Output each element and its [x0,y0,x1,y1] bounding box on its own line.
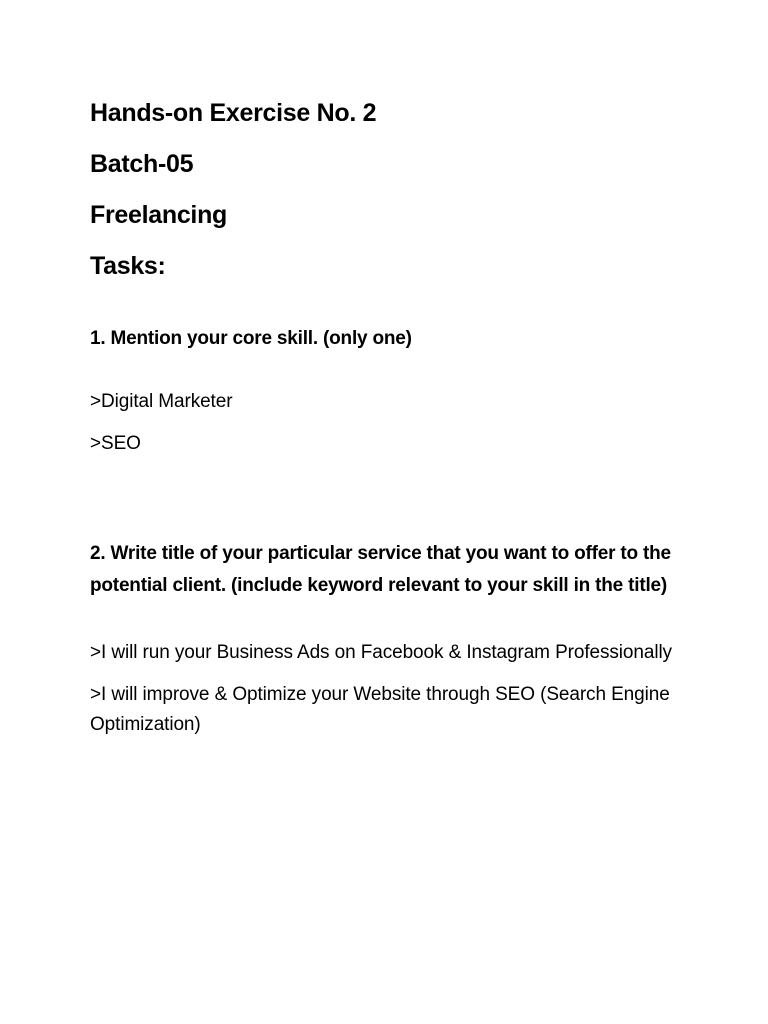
task-answer: >I will improve & Optimize your Website through SEO (Search Engine Optimization) [90,684,670,735]
task-answer: >Digital Marketer [90,391,233,412]
task-1 [90,323,700,459]
document-title: Hands-on Exercise No. 2 [90,99,377,127]
task-question: 1. Mention your core skill. (only one) [90,328,412,349]
task-answers [90,387,700,459]
task-answer: >SEO [90,433,141,454]
task-2 [90,538,700,740]
task-answer: >I will run your Business Ads on Facebook & Instagram Professionally [90,642,672,663]
task-answers [90,638,700,740]
tasks-heading: Tasks: [90,252,166,280]
document-content [90,96,700,752]
batch-heading: Batch-05 [90,150,194,178]
task-question: 2. Write title of your particular service that you want to offer to the potential client. (include keyword relevant to your skill in the title) [90,543,671,596]
course-heading: Freelancing [90,201,228,229]
